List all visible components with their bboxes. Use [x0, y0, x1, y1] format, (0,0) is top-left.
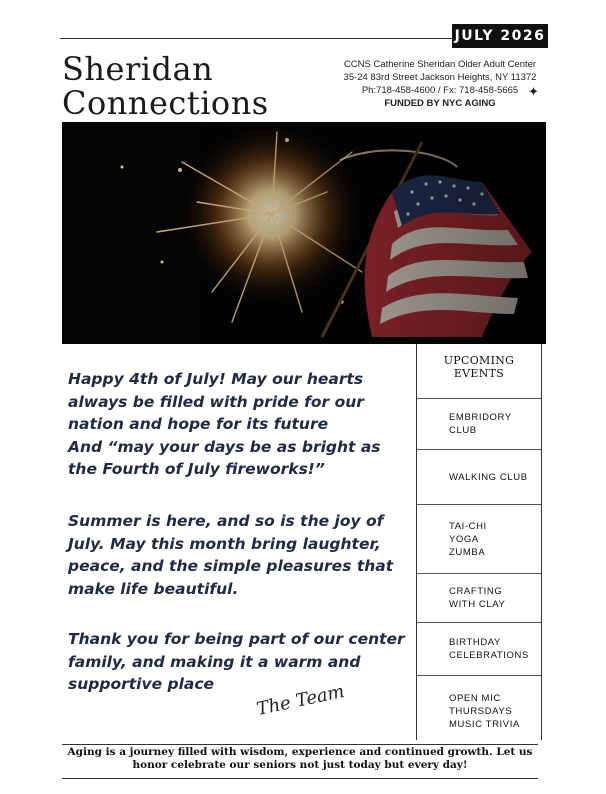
event-item-birthday	[417, 622, 541, 675]
greeting-line: And “may your days be as bright as	[68, 437, 381, 456]
signature: The Team	[254, 680, 347, 721]
sparkle-icon: ✦	[528, 84, 539, 99]
summer-line: July. May this month bring laughter,	[68, 534, 381, 553]
center-name: CCNS Catherine Sheridan Older Adult Center	[343, 59, 537, 70]
greeting-line: nation and hope for its future	[68, 415, 329, 433]
footer-top-rule	[62, 744, 538, 745]
events-header	[417, 344, 541, 398]
thanks-line: Thank you for being part of our center	[68, 630, 405, 648]
event-line: THURSDAYS	[449, 705, 513, 717]
event-item-walking	[417, 449, 541, 504]
event-line: CLUB	[449, 425, 477, 436]
center-phone-fax: Ph:718-458-4600 / Fx: 718-458-5665	[361, 85, 519, 96]
funded-by: FUNDED BY NYC AGING	[384, 98, 496, 109]
summer-line: Summer is here, and so is the joy of	[68, 512, 384, 530]
event-line: CRAFTING	[449, 586, 503, 597]
month-badge: JULY 2026	[452, 24, 548, 48]
footer-line-1: Aging is a journey filled with wisdom, experience and continued growth. Let us	[67, 746, 533, 758]
event-line: YOGA	[449, 533, 479, 545]
thanks-line: supportive place	[68, 675, 215, 693]
greeting-paragraph	[68, 368, 408, 481]
thank-you-paragraph	[68, 628, 408, 696]
event-item-crafting	[417, 573, 541, 622]
event-item-embroidery	[417, 398, 541, 449]
summer-paragraph	[68, 510, 408, 600]
summer-line: make life beautiful.	[68, 579, 239, 598]
thanks-line: family, and making it a warm and	[68, 652, 361, 671]
event-line: WITH CLAY	[449, 599, 506, 610]
greeting-line: always be filled with pride for our	[68, 392, 364, 411]
events-header-line-2: EVENTS	[453, 367, 505, 380]
center-address: 35-24 83rd Street Jackson Heights, NY 11372	[343, 72, 537, 83]
event-line: CELEBRATIONS	[449, 650, 529, 661]
title-line-2: Connections	[62, 84, 269, 122]
event-line: EMBRIDORY	[449, 412, 512, 423]
event-line: ZUMBA	[449, 546, 486, 558]
header-rule	[60, 38, 452, 39]
newsletter-title	[62, 52, 269, 120]
event-line: TAI-CHI	[449, 520, 487, 532]
footer-bottom-rule	[62, 778, 538, 779]
greeting-line: the Fourth of July fireworks!”	[68, 460, 325, 478]
event-item-fitness	[417, 504, 541, 573]
center-info	[334, 58, 546, 110]
upcoming-events-sidebar	[416, 344, 542, 740]
summer-line: peace, and the simple pleasures that	[68, 557, 394, 575]
event-line: BIRTHDAY	[449, 637, 501, 648]
events-header-line-1: UPCOMING	[443, 354, 515, 367]
event-line: WALKING CLUB	[449, 471, 528, 483]
event-item-open-mic	[417, 675, 541, 746]
footer-quote	[62, 746, 538, 772]
greeting-line: Happy 4th of July! May our hearts	[68, 370, 364, 388]
footer-line-2: honor celebrate our seniors not just today but every day!	[132, 759, 468, 771]
title-line-1: Sheridan	[62, 50, 214, 88]
sparkler-and-american-flag-photo	[62, 122, 546, 344]
event-line: MUSIC TRIVIA	[449, 718, 520, 730]
event-line: OPEN MIC	[449, 692, 501, 704]
